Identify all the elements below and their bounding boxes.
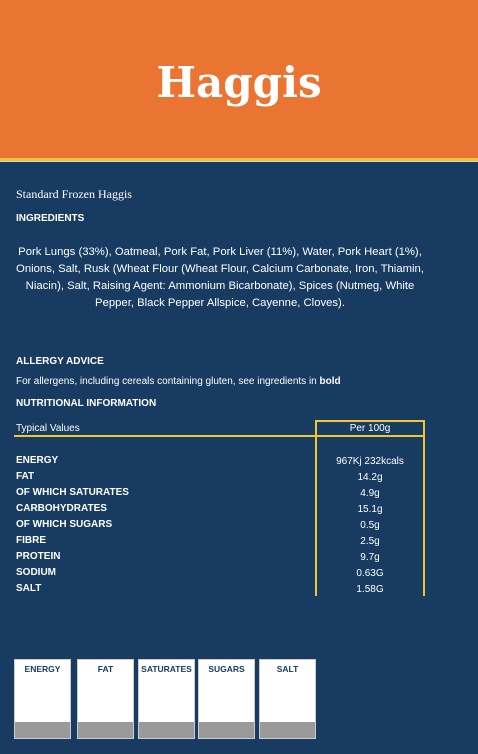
product-name: Standard Frozen Haggis: [16, 187, 132, 201]
allergy-text: [16, 376, 341, 387]
table-row: [16, 551, 426, 567]
nutrient-name: FAT: [16, 471, 35, 482]
nutrient-name: SALT: [16, 583, 42, 594]
nutrition-heading: NUTRITIONAL INFORMATION: [16, 398, 157, 409]
header-banner: [0, 0, 478, 158]
traffic-light-salt: [259, 659, 316, 739]
traffic-light-foot: [260, 722, 315, 738]
nutrient-name: SODIUM: [16, 567, 56, 578]
table-line-header: [14, 435, 425, 437]
nutrient-name: ENERGY: [16, 455, 59, 466]
traffic-light-foot: [78, 722, 133, 738]
nutrient-value: 9.7g: [360, 552, 380, 563]
traffic-light-label: FAT: [97, 664, 114, 674]
nutrient-name: FIBRE: [16, 535, 46, 546]
nutrition-table: [16, 455, 426, 599]
traffic-light-saturates: [138, 659, 195, 739]
nutrient-value: 15.1g: [357, 504, 383, 515]
header-stripe-light: [0, 161, 478, 162]
nutrient-value: 2.5g: [360, 536, 380, 547]
nutrition-col-label: Typical Values: [16, 423, 80, 434]
traffic-light-sugars: [198, 659, 255, 739]
traffic-light-foot: [139, 722, 194, 738]
nutrition-col-value: Per 100g: [349, 423, 391, 434]
nutrient-name: OF WHICH SUGARS: [16, 519, 113, 530]
nutrient-value: 4.9g: [360, 488, 380, 499]
nutrient-name: OF WHICH SATURATES: [16, 487, 129, 498]
table-row: [16, 471, 426, 487]
allergy-text-bold: bold: [319, 376, 341, 387]
nutrient-value: 0.5g: [360, 520, 380, 531]
table-row: [16, 487, 426, 503]
traffic-light-label: SALT: [276, 664, 299, 674]
nutrient-value: 0.63G: [356, 568, 384, 579]
allergy-heading: ALLERGY ADVICE: [16, 356, 104, 367]
traffic-light-label: SATURATES: [141, 664, 192, 674]
traffic-light-energy: [14, 659, 71, 739]
table-row: [16, 455, 426, 471]
nutrient-name: CARBOHYDRATES: [16, 503, 107, 514]
page-title: Haggis: [156, 58, 322, 107]
table-line-top: [316, 420, 425, 422]
traffic-light-label: ENERGY: [24, 664, 61, 674]
allergy-text-main: For allergens, including cereals containing gluten, see ingredients in: [16, 376, 320, 387]
nutrient-value: 14.2g: [357, 472, 383, 483]
nutrient-value: 967Kj 232kcals: [336, 456, 404, 467]
table-row: [16, 535, 426, 551]
ingredients-text: Pork Lungs (33%), Oatmeal, Pork Fat, Pork Liver (11%), Water, Pork Heart (1%), Onions, Salt, Rusk (Wheat Flour (Wheat Flour, Calcium Carbonate, Iron, Thiamin, Niacin), Salt, Raising Agent: Ammonium Bicarbonate), Spices (Nutmeg, White Pepper, Black Pepper Allspice, Cayenne, Cloves).: [16, 246, 424, 309]
table-row: [16, 519, 426, 535]
nutrient-value: 1.58G: [356, 584, 384, 595]
traffic-light-foot: [15, 722, 70, 738]
traffic-light-foot: [199, 722, 254, 738]
table-row: [16, 583, 426, 599]
nutrient-name: PROTEIN: [16, 551, 61, 562]
table-row: [16, 503, 426, 519]
traffic-light-label: SUGARS: [208, 664, 245, 674]
ingredients-heading: INGREDIENTS: [16, 213, 85, 224]
table-row: [16, 567, 426, 583]
traffic-light-fat: [77, 659, 134, 739]
